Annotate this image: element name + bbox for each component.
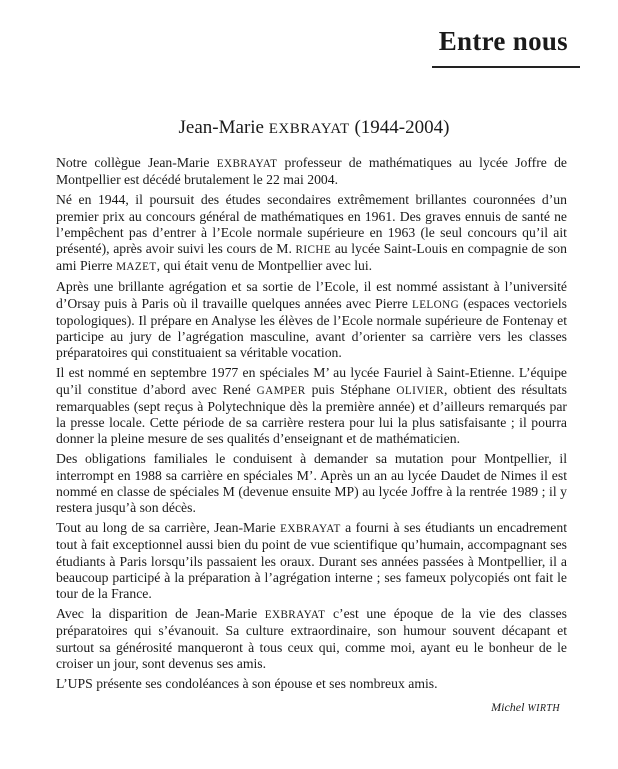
paragraph [56, 520, 567, 602]
person-surname: EXBRAYAT [264, 609, 326, 622]
signature-last-name: WIRTH [527, 703, 560, 714]
paragraph-text: , obtient des résultats remarquables (sept reçus à Polytechnique dès la première année) et d’ailleurs remarqués par la presse locale. Cette période de sa carrière restera pour lui la plus satisfaisante ; il pourra donner la pleine mesure de ses qualités d’enseignant et de mathématicien. [56, 381, 568, 447]
paragraph [56, 192, 567, 275]
article-title [0, 117, 618, 139]
paragraph-text: au lycée Saint-Louis en compagnie de son ami Pierre [56, 241, 567, 274]
paragraph [56, 676, 567, 692]
signature-first-name: Michel [491, 700, 528, 714]
person-surname: GAMPER [256, 384, 306, 397]
person-surname: MAZET [116, 261, 157, 274]
paragraph-text: Né en 1944, il poursuit des études secondaires extrêmement brillantes couronnées d’un premier prix au concours général de mathématiques en 1961. Des graves ennuis de santé ne l’empêchent pas d’entrer à l’Ecole normale supérieure en 1963 (le seul concours qu’il ait présenté), après avoir suivi les cours de M. [56, 192, 567, 257]
paragraph-text: Après une brillante agrégation et sa sortie de l’Ecole, il est nommé assistant à l’université d’Orsay puis à Paris où il travaille quelques années avec Pierre [56, 279, 567, 311]
paragraph-text: puis Stéphane [305, 381, 397, 397]
paragraph-text: , qui était venu de Montpellier avec lui. [156, 258, 373, 274]
person-surname: RICHE [295, 244, 332, 257]
paragraph-text: Des obligations familiales le conduisent à demander sa mutation pour Montpellier, il interrompt en 1988 sa carrière en spéciales M’. Après un an au lycée Daudet de Nimes il est nommé en classe de spéciales M (devenue ensuite MP) au lycée Joffre à la rentrée 1989 ; il y restera jusqu’à son décès. [56, 451, 567, 516]
article-body [56, 155, 567, 696]
person-surname: LELONG [411, 298, 460, 311]
paragraph-text: Il est nommé en septembre 1977 en spéciales M’ au lycée Fauriel à Saint-Etienne. L’équipe qu’il constitue d’abord avec René [56, 365, 567, 397]
paragraph-text: professeur de mathématiques au lycée Joffre de Montpellier est décédé brutalement le 22 mai 2004. [56, 155, 568, 188]
paragraph [56, 365, 567, 447]
article-title-name: Jean-Marie [178, 117, 269, 138]
person-surname: OLIVIER [396, 384, 444, 397]
paragraph [56, 451, 567, 516]
paragraph [56, 279, 567, 361]
paragraph-text: c’est une époque de la vie des classes préparatoires qui s’évanouit. Sa culture extraordinaire, son humour souvent décapant et surtout sa générosité manqueront à tous ceux qui, comme moi, ayant eu le bonheur de le croiser un jour, sont devenus ses amis. [56, 606, 567, 671]
person-surname: EXBRAYAT [216, 158, 278, 170]
paragraph-text: Notre collègue Jean-Marie [56, 155, 217, 170]
paragraph-text: (espaces vectoriels topologiques). Il prépare en Analyse les élèves de l’Ecole normale supérieure de Fontenay et participe au jury de l’agrégation masculine, avant d’orienter sa carrière vers les classes préparatoires qui constituaient sa véritable vocation. [56, 295, 568, 361]
paragraph [56, 606, 567, 672]
article-title-surname: EXBRAYAT [268, 121, 350, 137]
paragraph-text: Tout au long de sa carrière, Jean-Marie [56, 520, 281, 536]
signature [491, 700, 560, 715]
header-rule [432, 66, 580, 68]
article-title-years: (1944-2004) [349, 117, 450, 138]
paragraph-text: Avec la disparition de Jean-Marie [56, 606, 265, 622]
paragraph-text: L’UPS présente ses condoléances à son épouse et ses nombreux amis. [56, 676, 438, 692]
paragraph-text: a fourni à ses étudiants un encadrement tout à fait exceptionnel aussi bien du point de vue scientifique qu’humain, accompagnant ses étudiants à Paris lorsqu’ils passaient les oraux. Durant ses années passées à Montpellier, il a beaucoup participé à la préparation à l’agrégation interne ; ses fameux polycopiés ont fait le tour de la France. [56, 520, 567, 602]
person-surname: EXBRAYAT [280, 523, 341, 536]
section-title: Entre nous [438, 26, 568, 56]
paragraph [56, 155, 567, 188]
